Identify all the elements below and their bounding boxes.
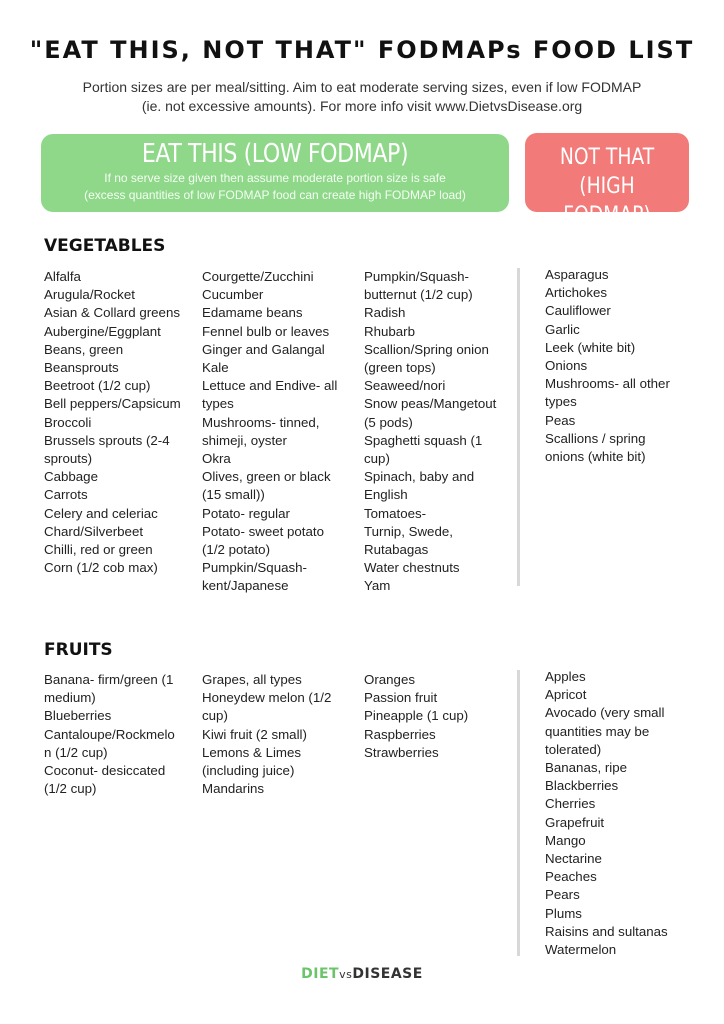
food-item: Water chestnuts [364, 560, 460, 576]
food-item: Nectarine [545, 851, 602, 867]
fruits-list-1 [44, 671, 175, 798]
food-item: Turnip, Swede, [364, 523, 453, 539]
eat-this-heading: EAT THIS (LOW FODMAP) [141, 139, 409, 169]
food-item: Watermelon [545, 942, 617, 958]
food-item: Okra [202, 451, 231, 467]
food-item: Olives, green or black [202, 469, 331, 485]
food-item: Mushrooms- tinned, [202, 414, 320, 430]
food-item: Peas [545, 412, 576, 428]
food-item: Passion fruit [364, 690, 438, 706]
food-item: Ginger and Galangal [202, 341, 325, 357]
food-item: Seaweed/nori [364, 378, 446, 394]
food-item: Beetroot (1/2 cup) [44, 378, 151, 394]
food-item: Potato- regular [202, 505, 290, 521]
food-item: (5 pods) [364, 414, 413, 430]
food-item: Oranges [364, 672, 415, 687]
food-item: Lettuce and Endive- all [202, 378, 338, 394]
food-item: butternut (1/2 cup) [364, 287, 473, 303]
food-item: English [364, 487, 408, 503]
food-item: Bell peppers/Capsicum [44, 396, 181, 412]
food-item: Blackberries [545, 778, 619, 794]
food-item: Carrots [44, 487, 88, 503]
fruits-heading: FRUITS [44, 640, 113, 660]
food-item: tolerated) [545, 741, 602, 757]
not-that-heading [537, 143, 676, 230]
food-item: types [202, 396, 234, 412]
food-item: Avocado (very small [545, 705, 665, 721]
food-item: types [545, 394, 577, 410]
food-item: Radish [364, 305, 406, 321]
food-item: Courgette/Zucchini [202, 269, 314, 284]
food-item: Raisins and sultanas [545, 923, 668, 939]
food-item: Onions [545, 358, 588, 374]
food-item: (1/2 cup) [44, 781, 97, 797]
food-item: n (1/2 cup) [44, 744, 108, 760]
fruits-avoid-list [545, 668, 668, 959]
food-item: Mushrooms- all other [545, 376, 670, 392]
food-item: quantities may be [545, 723, 650, 739]
food-item: Garlic [545, 321, 580, 337]
food-item: Peaches [545, 869, 597, 885]
food-item: Blueberries [44, 708, 112, 724]
food-item: Alfalfa [44, 269, 81, 284]
food-item: Grapefruit [545, 814, 605, 830]
not-that-heading-line-2: (HIGH FODMAP) [563, 174, 651, 228]
food-item: Bananas, ripe [545, 760, 628, 776]
food-item: (1/2 potato) [202, 542, 271, 558]
brand-logo-part-diet: DIET [301, 966, 340, 982]
page-subtitle [40, 78, 684, 116]
vegetables-list-1 [44, 268, 181, 577]
food-item: Corn (1/2 cob max) [44, 560, 158, 576]
food-item: Pears [545, 887, 580, 903]
food-item: kent/Japanese [202, 578, 289, 594]
food-item: Coconut- desiccated [44, 763, 166, 779]
food-item: Fennel bulb or leaves [202, 323, 330, 339]
food-item: Mango [545, 832, 586, 848]
food-item: Pineapple (1 cup) [364, 708, 469, 724]
food-item: Cabbage [44, 469, 98, 485]
food-item: Rhubarb [364, 323, 416, 339]
brand-logo-part-vs: vs [339, 968, 353, 981]
food-item: onions (white bit) [545, 449, 646, 465]
eat-this-banner [41, 134, 509, 212]
food-item: Apricot [545, 687, 587, 703]
food-item: Beans, green [44, 341, 124, 357]
food-item: Plums [545, 905, 582, 921]
food-item: (15 small)) [202, 487, 265, 503]
food-item: Leek (white bit) [545, 339, 636, 355]
food-item: Edamame beans [202, 305, 303, 321]
food-item: cup) [364, 451, 390, 467]
fruits-divider [517, 670, 520, 956]
subtitle-line-2: (ie. not excessive amounts). For more info visit www.DietvsDisease.org [141, 98, 583, 114]
vegetables-heading: VEGETABLES [44, 236, 166, 256]
food-item: Cherries [545, 796, 596, 812]
food-item: Chilli, red or green [44, 542, 153, 558]
food-item: Lemons & Limes [202, 744, 302, 760]
page-title: "EAT THIS, NOT THAT" FODMAPs FOOD LIST [29, 36, 695, 64]
food-item: Rutabagas [364, 542, 429, 558]
food-item: shimeji, oyster [202, 432, 287, 448]
food-item: Cauliflower [545, 303, 611, 319]
food-item: Honeydew melon (1/2 [202, 690, 332, 706]
food-item: Banana- firm/green (1 [44, 672, 174, 687]
eat-this-note [41, 170, 509, 204]
not-that-heading-line-1: NOT THAT [559, 145, 655, 170]
food-item: Cantaloupe/Rockmelo [44, 726, 175, 742]
food-item: Tomatoes- [364, 505, 427, 521]
food-item: Asian & Collard greens [44, 305, 180, 321]
subtitle-line-1: Portion sizes are per meal/sitting. Aim to eat moderate serving sizes, even if low FODMAP [82, 79, 642, 95]
food-item: Brussels sprouts (2-4 [44, 432, 170, 448]
brand-logo-part-disease: DISEASE [352, 966, 423, 982]
food-item: Snow peas/Mangetout [364, 396, 497, 412]
food-item: Beansprouts [44, 360, 119, 376]
food-item: Strawberries [364, 744, 439, 760]
food-item: Yam [364, 578, 391, 594]
food-item: Celery and celeriac [44, 505, 158, 521]
fruits-list-3 [364, 671, 468, 762]
food-item: Pumpkin/Squash- [364, 269, 469, 284]
food-item: Artichokes [545, 285, 608, 301]
food-item: sprouts) [44, 451, 93, 467]
food-item: Scallion/Spring onion [364, 341, 489, 357]
food-item: Scallions / spring [545, 430, 646, 446]
food-item: (including juice) [202, 763, 295, 779]
eat-this-note-line-2: (excess quantities of low FODMAP food can create high FODMAP load) [84, 188, 466, 202]
food-item: Mandarins [202, 781, 265, 797]
food-item: Raspberries [364, 726, 436, 742]
food-item: Kale [202, 360, 229, 376]
food-item: Arugula/Rocket [44, 287, 135, 303]
food-item: Potato- sweet potato [202, 523, 324, 539]
food-item: medium) [44, 690, 96, 706]
food-item: Apples [545, 669, 586, 684]
food-item: Spinach, baby and [364, 469, 475, 485]
vegetables-avoid-list [545, 266, 670, 466]
food-item: cup) [202, 708, 228, 724]
food-item: Grapes, all types [202, 672, 302, 687]
eat-this-note-line-1: If no serve size given then assume moderate portion size is safe [104, 171, 446, 185]
vegetables-list-2 [202, 268, 337, 596]
vegetables-list-3 [364, 268, 496, 596]
not-that-banner [525, 133, 689, 228]
food-item: Aubergine/Eggplant [44, 323, 161, 339]
food-item: Broccoli [44, 414, 92, 430]
food-item: Chard/Silverbeet [44, 523, 144, 539]
food-item: (green tops) [364, 360, 436, 376]
food-item: Pumpkin/Squash- [202, 560, 307, 576]
vegetables-divider [517, 268, 520, 586]
fruits-list-2 [202, 671, 331, 798]
brand-logo [0, 966, 724, 982]
food-item: Cucumber [202, 287, 264, 303]
food-item: Kiwi fruit (2 small) [202, 726, 307, 742]
food-item: Spaghetti squash (1 [364, 432, 483, 448]
food-item: Asparagus [545, 267, 609, 282]
